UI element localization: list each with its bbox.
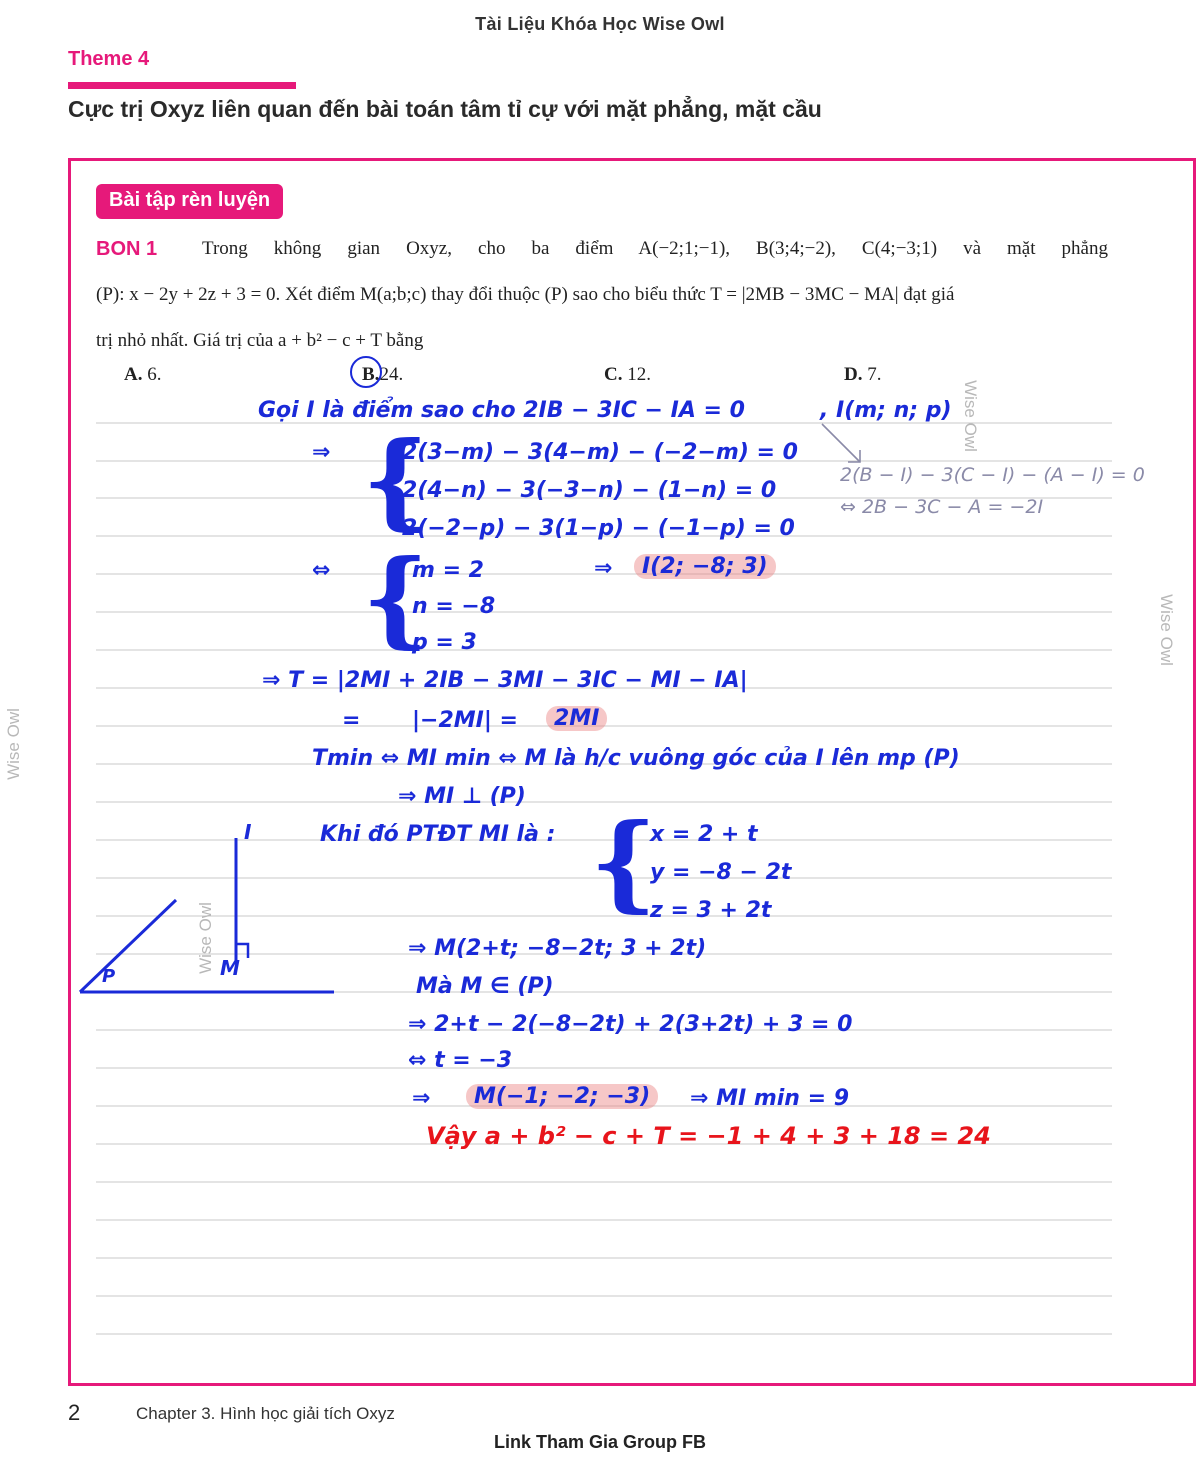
- choice-c: C. 12.: [604, 364, 651, 385]
- simplify-t: |−2MI| =: [412, 708, 518, 733]
- point-i: I(2; −8; 3): [634, 554, 776, 579]
- problem-code: BON 1: [96, 238, 158, 260]
- system-eq-2: 2(4−n) − 3(−3−n) − (1−n) = 0: [402, 478, 777, 503]
- simplify-eq: =: [342, 708, 361, 733]
- expand-t: ⇒ T = |2MI + 2IB − 3MI − 3IC − MI − IA|: [262, 668, 748, 693]
- solution-line-define-i: Gọi I là điểm sao cho 2IB − 3IC − IA = 0: [258, 398, 745, 423]
- figure-label-i: I: [244, 820, 252, 844]
- chapter-label: Chapter 3. Hình học giải tích Oxyz: [136, 1404, 395, 1423]
- point-m: M(−1; −2; −3): [466, 1084, 658, 1109]
- ruled-lines: [96, 0, 1112, 1468]
- theme-label: Theme 4: [68, 48, 150, 70]
- page-number: 2: [68, 1400, 81, 1425]
- problem-line-3: trị nhỏ nhất. Giá trị của a + b² − c + T bằng: [96, 330, 424, 351]
- choice-b: B.24.: [362, 364, 404, 385]
- section-badge: Bài tập rèn luyện: [96, 184, 283, 219]
- watermark-left: Wise Owl: [3, 708, 23, 780]
- brace-system-1: {: [362, 418, 429, 541]
- figure-label-p: P: [102, 966, 116, 987]
- mi-perp-p: ⇒ MI ⊥ (P): [398, 784, 526, 809]
- watermark-top-right: Wise Owl: [960, 380, 980, 452]
- mi-min: ⇒ MI min = 9: [690, 1086, 850, 1111]
- param-x: x = 2 + t: [650, 822, 758, 847]
- t-value: ⇔ t = −3: [408, 1048, 513, 1073]
- side-note-arrow: [818, 418, 868, 470]
- param-y: y = −8 − 2t: [650, 860, 792, 885]
- watermark-right: Wise Owl: [1156, 594, 1176, 666]
- choice-d: D. 7.: [844, 364, 882, 385]
- answer-circle-mark: [350, 356, 382, 388]
- theme-title: Cực trị Oxyz liên quan đến bài toán tâm tỉ cự với mặt phẳng, mặt cầu: [68, 96, 822, 122]
- result-m: m = 2: [412, 558, 484, 583]
- m-param: ⇒ M(2+t; −8−2t; 3 + 2t): [408, 936, 707, 961]
- top-banner: Tài Liệu Khóa Học Wise Owl: [475, 14, 725, 34]
- figure-label-m: M: [220, 956, 240, 980]
- result-n: n = −8: [412, 594, 496, 619]
- system-eq-1: 2(3−m) − 3(4−m) − (−2−m) = 0: [402, 440, 798, 465]
- problem-line-1: Trong không gian Oxyz, cho ba điểm A(−2;1;−1), B(3;4;−2), C(4;−3;1) và mặt phẳng: [202, 238, 1108, 259]
- side-note-2: ⇔ 2B − 3C − A = −2I: [840, 496, 1044, 518]
- arrow-3: ⇒: [412, 1086, 431, 1111]
- system-eq-3: 2(−2−p) − 3(1−p) − (−1−p) = 0: [402, 516, 795, 541]
- solution-i-coords: , I(m; n; p): [820, 398, 952, 423]
- line-mi-label: Khi đó PTĐT MI là :: [320, 822, 556, 847]
- arrow-2: ⇒: [594, 556, 613, 581]
- group-link[interactable]: Link Tham Gia Group FB: [493, 1432, 706, 1452]
- choice-a: A. 6.: [124, 364, 162, 385]
- result-p: p = 3: [412, 630, 477, 655]
- conclusion: Vậy a + b² − c + T = −1 + 4 + 3 + 18 = 24: [426, 1122, 991, 1150]
- side-note-1: 2(B − I) − 3(C − I) − (A − I) = 0: [840, 464, 1145, 486]
- brace-system-2: {: [362, 536, 429, 659]
- param-z: z = 3 + 2t: [650, 898, 772, 923]
- arrow-1: ⇒: [312, 440, 331, 465]
- watermark-figure: Wise Owl: [195, 902, 215, 974]
- equiv-1: ⇔: [312, 558, 331, 583]
- tmin-condition: Tmin ⇔ MI min ⇔ M là h/c vuông góc của I lên mp (P): [312, 746, 960, 771]
- m-in-p: Mà M ∈ (P): [416, 974, 554, 999]
- substitute-eq: ⇒ 2+t − 2(−8−2t) + 2(3+2t) + 3 = 0: [408, 1012, 853, 1037]
- brace-system-3: {: [590, 800, 657, 923]
- t-equals-2mi: 2MI: [546, 706, 607, 731]
- problem-line-2: (P): x − 2y + 2z + 3 = 0. Xét điểm M(a;b;c) thay đổi thuộc (P) sao cho biểu thức T = |2MB − 3MC − MA| đạt giá: [96, 284, 955, 305]
